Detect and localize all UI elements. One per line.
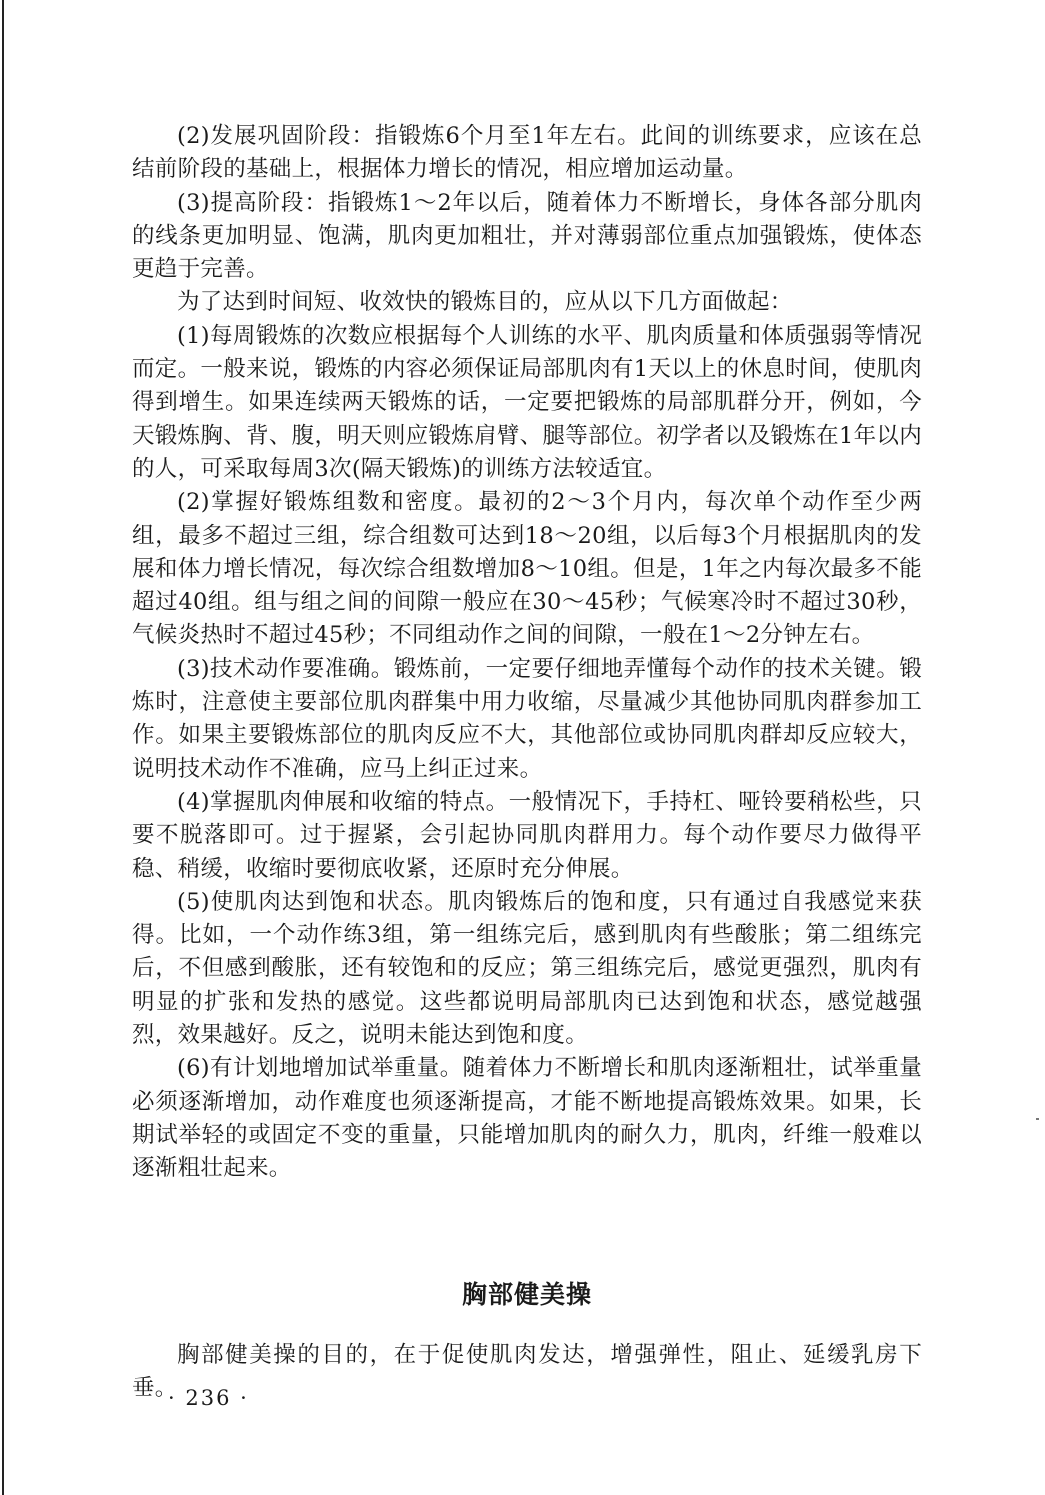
paragraph-method-1: (1)每周锻炼的次数应根据每个人训练的水平、肌肉质量和体质强弱等情况而定。一般来说，锻炼的内容必须保证局部肌肉有1天以上的休息时间，使肌肉得到增生。如果连续两天锻炼的话，一定要把锻炼的局部肌群分开，例如，今天锻炼胸、背、腹，明天则应锻炼肩臂、腿等部位。初学者以及锻炼在1年以内的人，可采取每周3次(隔天锻炼)的训练方法较适宜。 (132, 322, 922, 482)
paragraph-method-5: (5)使肌肉达到饱和状态。肌肉锻炼后的饱和度，只有通过自我感觉来获得。比如，一个动作练3组，第一组练完后，感到肌肉有些酸胀；第二组练完后，不但感到酸胀，还有较饱和的反应；第三组练完后，感觉更强烈，肌肉有明显的扩张和发热的感觉。这些都说明局部肌肉已达到饱和状态，感觉越强烈，效果越好。反之，说明未能达到饱和度。 (132, 888, 922, 1049)
paragraph-method-2: (2)掌握好锻炼组数和密度。最初的2～3个月内，每次单个动作至少两组，最多不超过三组，综合组数可达到18～20组，以后每3个月根据肌肉的发展和体力增长情况，每次综合组数增加8～10组。但是，1年之内每次最多不能超过40组。组与组之间的间隙一般应在30～45秒；气候寒冷时不超过30秒，气候炎热时不超过45秒；不同组动作之间的间隙，一般在1～2分钟左右。 (132, 489, 922, 649)
paragraph-stage-2: (2)发展巩固阶段：指锻炼6个月至1年左右。此间的训练要求，应该在总结前阶段的基础上，根据体力增长的情况，相应增加运动量。 (132, 123, 922, 183)
page-number: · 236 · (168, 1386, 249, 1410)
paragraph-method-4: (4)掌握肌肉伸展和收缩的特点。一般情况下，手持杠、哑铃要稍松些，只要不脱落即可。过于握紧，会引起协同肌肉群用力。每个动作要尽力做得平稳、稍缓，收缩时要彻底收紧，还原时充分伸展。 (132, 788, 922, 882)
paragraph-method-6: (6)有计划地增加试举重量。随着体力不断增长和肌肉逐渐粗壮，试举重量必须逐渐增加，动作难度也须逐渐提高，才能不断地提高锻炼效果。如果，长期试举轻的或固定不变的重量，只能增加肌肉的耐久力，肌肉，纤维一般难以逐渐粗壮起来。 (132, 1055, 922, 1182)
paragraph-stage-3: (3)提高阶段：指锻炼1～2年以后，随着体力不断增长，身体各部分肌肉的线条更加明显、饱满，肌肉更加粗壮，并对薄弱部位重点加强锻炼，使体态更趋于完善。 (132, 189, 922, 283)
section-heading: 胸部健美操 (461, 1280, 592, 1309)
scan-speck (1036, 1118, 1039, 1120)
paragraph-intro-methods: 为了达到时间短、收效快的锻炼目的，应从以下几方面做起： (177, 289, 793, 316)
section-intro-block (132, 1339, 922, 1406)
body-text (132, 120, 922, 1186)
section-intro: 胸部健美操的目的，在于促使肌肉发达，增强弹性，阻止、延缓乳房下垂。 (132, 1342, 922, 1402)
paragraph-method-3: (3)技术动作要准确。锻炼前，一定要仔细地弄懂每个动作的技术关键。锻炼时，注意使主要部位肌肉群集中用力收缩，尽量减少其他协同肌肉群参加工作。如果主要锻炼部位的肌肉反应不大，其他部位或协同肌肉群却反应较大，说明技术动作不准确，应马上纠正过来。 (132, 655, 922, 782)
page-edge-line (2, 0, 4, 1495)
